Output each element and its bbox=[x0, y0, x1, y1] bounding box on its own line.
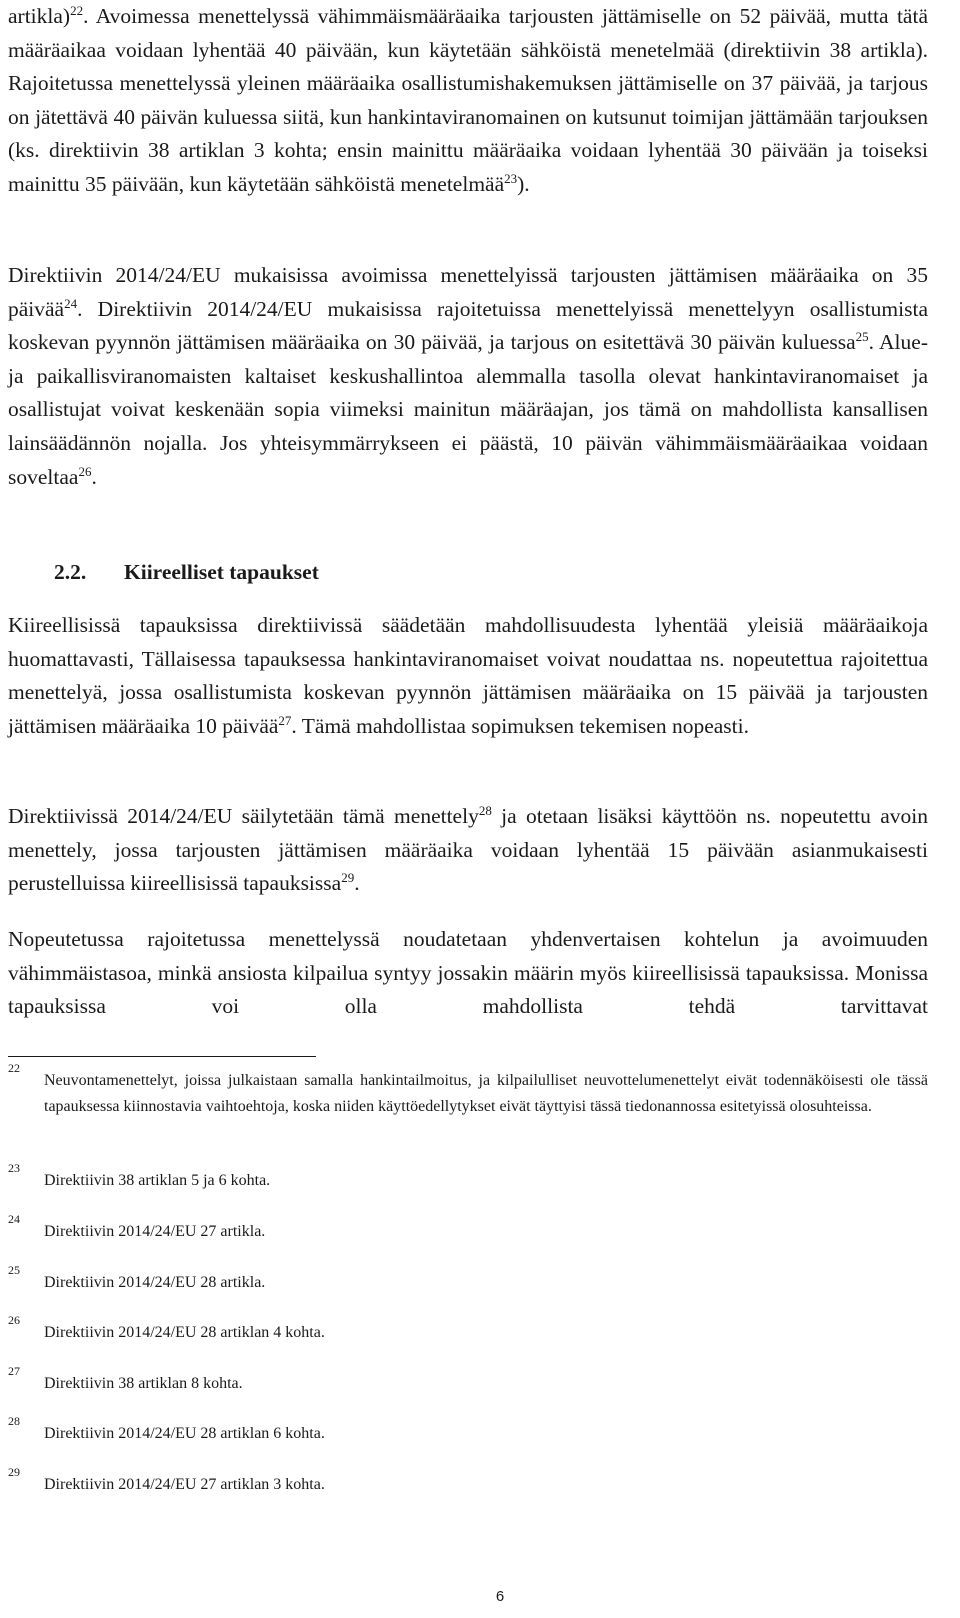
text-run: . Alue- ja paikallisviranomaisten kaltaiset keskushallintoa alemmalla tasolla olevat hankintaviranomaiset ja osallistujat voivat keskenään sopia viimeksi mainitun määräajan, jos tämä on mahdollista kansallisen lainsäädännön nojalla. Jos yhteisymmärrykseen ei päästä, 10 päivän vähimmäismääräaikaa voidaan soveltaa bbox=[8, 330, 928, 489]
paragraph-3 bbox=[8, 609, 928, 743]
text-run: . Avoimessa menettelyssä vähimmäismääräaika tarjousten jättämiselle on 52 päivää, mutta tätä määräaikaa voidaan lyhentää 40 päivään, kun käytetään sähköistä menetelmää (direktiivin 38 artikla). Rajoitetussa menettelyssä yleinen määräaika osallistumishakemuksen jättämiselle on 37 päivää, ja tarjous on jätettävä 40 päivän kuluessa siitä, kun hankintaviranomainen on kutsunut toimijan jättämään tarjouksen (ks. direktiivin 38 artiklan 3 kohta; ensin mainittu määräaika voidaan lyhentää 30 päivään ja toiseksi mainittu 35 päivään, kun käytetään sähköistä menetelmää bbox=[8, 4, 928, 196]
text-run: Direktiivin 2014/24/EU mukaisissa avoimissa menettelyissä tarjousten jättämisen määräaika on 35 päivää bbox=[8, 263, 928, 321]
footnote-mark: 28 bbox=[8, 1414, 20, 1428]
page-number: 6 bbox=[495, 1588, 505, 1605]
text-run: ). bbox=[517, 171, 530, 196]
paragraph-4 bbox=[8, 800, 928, 901]
text-run: ja otetaan lisäksi käyttöön ns. nopeutettu avoin menettely, jossa tarjousten jättämisen määräaika voidaan lyhentää 15 päivään asianmukaisesti perustelluissa kiireellisissä tapauksissa bbox=[8, 804, 928, 896]
footnote-ref-29: 29 bbox=[341, 870, 355, 886]
paragraph-5: Nopeutetussa rajoitetussa menettelyssä noudatetaan yhdenvertaisen kohtelun ja avoimuuden vähimmäistasoa, minkä ansiosta kilpailua syntyy jossakin määrin myös kiireellisissä tapauksissa. Monissa tapauksissa voi olla mahdollista tehdä tarvittavat bbox=[8, 927, 928, 1019]
footnote-ref-23: 23 bbox=[504, 170, 518, 186]
footnote-mark: 22 bbox=[8, 1061, 20, 1075]
text-run: . Direktiivin 2014/24/EU mukaisissa rajoitetuissa menettelyissä menettelyyn osallistumista koskevan pyynnön jättämisen määräaika on 30 päivää, ja tarjous on esitettävä 30 päivän kuluessa bbox=[8, 296, 928, 355]
footnote-text: Direktiivin 38 artiklan 8 kohta. bbox=[44, 1375, 243, 1392]
text-run: . Tämä mahdollistaa sopimuksen tekemisen nopeasti. bbox=[291, 713, 750, 738]
footnote-mark: 26 bbox=[8, 1313, 20, 1327]
section-number: 2.2. bbox=[54, 560, 87, 584]
paragraph-1 bbox=[8, 0, 928, 202]
text-run: Kiireellisissä tapauksissa direktiivissä säädetään mahdollisuudesta lyhentää yleisiä määräaikoja huomattavasti, Tällaisessa tapauksessa hankintaviranomaiset voivat noudattaa ns. nopeutettua rajoitettua menettelyä, jossa osallistumista koskevan pyynnön jättämisen määräaika on 15 päivää ja tarjousten jättämisen määräaika 10 päivää bbox=[8, 613, 928, 738]
section-title: Kiireelliset tapaukset bbox=[124, 560, 319, 584]
footnote-mark: 25 bbox=[8, 1263, 20, 1277]
footnote-ref-24: 24 bbox=[64, 295, 78, 311]
section-heading bbox=[54, 557, 319, 587]
footnote-22 bbox=[8, 1061, 928, 1150]
footnote-mark: 27 bbox=[8, 1364, 20, 1378]
footnote-text: Direktiivin 2014/24/EU 27 artikla. bbox=[44, 1223, 266, 1240]
footnote-mark: 29 bbox=[8, 1465, 20, 1479]
footnote-text: Direktiivin 38 artiklan 5 ja 6 kohta. bbox=[44, 1172, 271, 1189]
footnote-mark: 24 bbox=[8, 1212, 20, 1226]
footnote-ref-26: 26 bbox=[78, 463, 92, 479]
footnote-text: Direktiivin 2014/24/EU 28 artiklan 6 kohta. bbox=[44, 1425, 325, 1442]
text-run: artikla) bbox=[8, 4, 71, 28]
footnote-ref-27: 27 bbox=[278, 712, 292, 728]
footnote-text: Neuvontamenettelyt, joissa julkaistaan samalla hankintailmoitus, ja kilpailulliset neuvottelumenettelyt eivät todennäköisesti ole tässä tapauksessa kiinnostavia vaihtoehtoja, koska niiden käyttöedellytykset eivät täyttyisi tässä tiedonannossa esitetyissä olosuhteissa. bbox=[44, 1072, 928, 1115]
footnote-text: Direktiivin 2014/24/EU 28 artikla. bbox=[44, 1274, 266, 1291]
footnote-text: Direktiivin 2014/24/EU 27 artiklan 3 kohta. bbox=[44, 1476, 325, 1493]
footnote-separator bbox=[8, 1056, 316, 1057]
footnote-ref-22: 22 bbox=[70, 2, 84, 18]
footnote-ref-25: 25 bbox=[855, 329, 869, 345]
text-run: . bbox=[91, 464, 97, 489]
footnote-ref-28: 28 bbox=[478, 802, 492, 818]
footnote-mark: 23 bbox=[8, 1161, 20, 1175]
footnote-text: Direktiivin 2014/24/EU 28 artiklan 4 kohta. bbox=[44, 1324, 325, 1341]
text-run: . bbox=[354, 871, 360, 896]
paragraph-2 bbox=[8, 259, 928, 494]
text-run: Direktiivissä 2014/24/EU säilytetään tämä menettely bbox=[8, 804, 479, 828]
